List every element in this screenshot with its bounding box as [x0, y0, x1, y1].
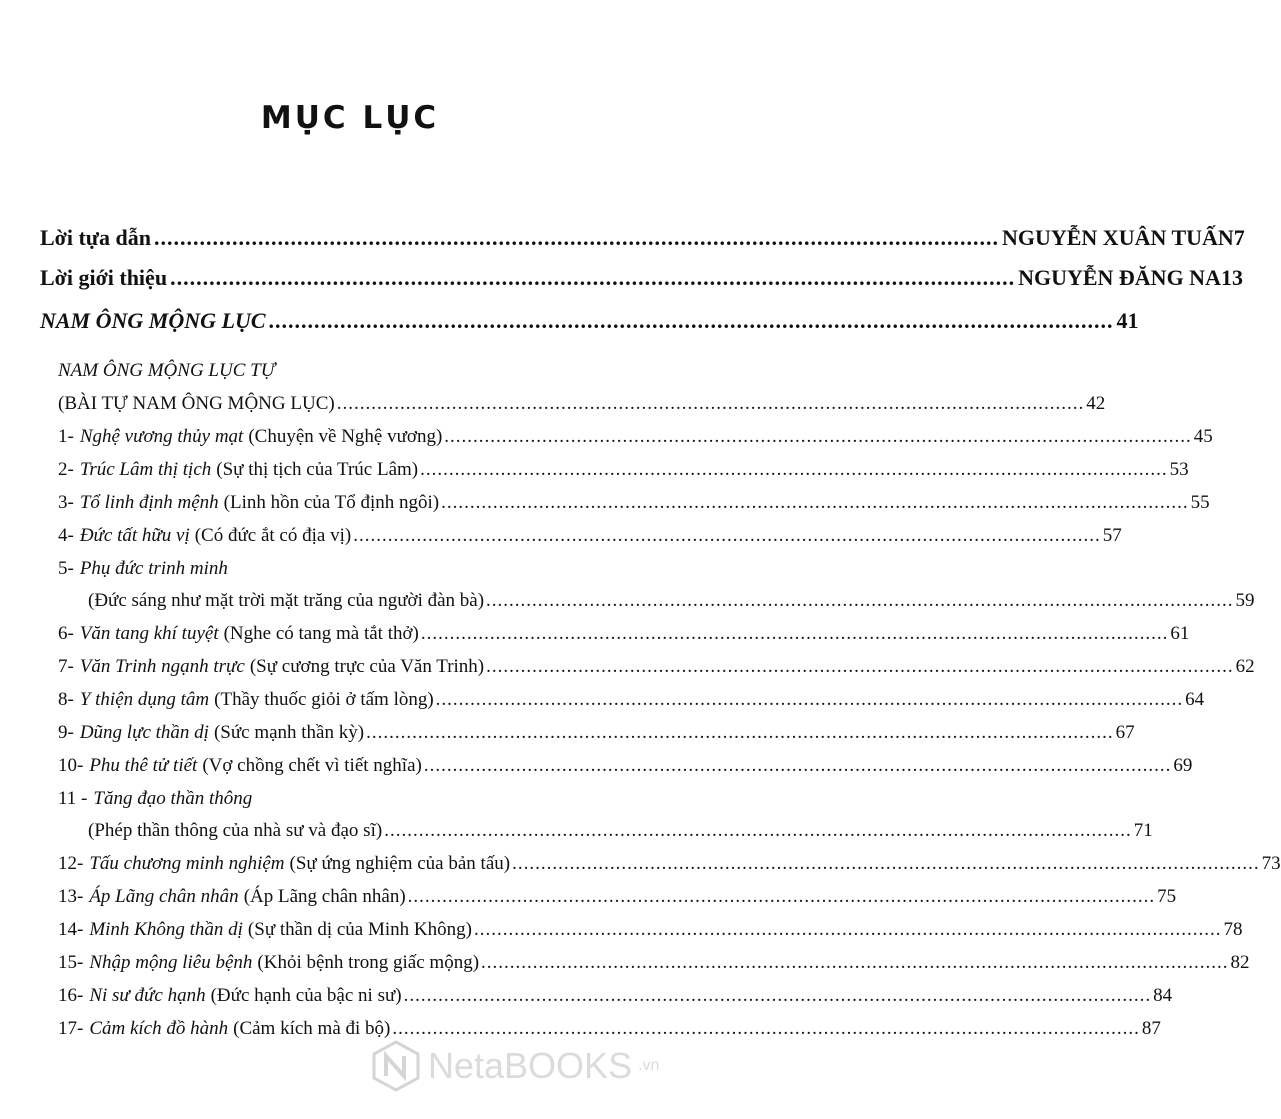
- entry-translation: (Sức mạnh thần kỳ): [213, 722, 365, 743]
- entry-page: 42: [1086, 393, 1106, 414]
- dot-leader: ..................................................................................................................................: [423, 755, 1172, 776]
- entry-translation: (Khỏi bệnh trong giấc mộng): [257, 952, 480, 973]
- entry-number: 9-: [58, 722, 74, 743]
- entry-number: 15-: [58, 952, 84, 973]
- entry-page: 64: [1185, 689, 1205, 710]
- entry-translation: (Nghe có tang mà tắt thở): [223, 623, 419, 644]
- dot-leader: ..................................................................................................................................: [486, 656, 1234, 677]
- entry-page: 13: [1220, 265, 1243, 290]
- toc-entry[interactable]: [58, 755, 1193, 783]
- entry-translation: (Sự cương trực của Văn Trinh): [249, 656, 485, 677]
- dot-leader: ..................................................................................................................................: [420, 459, 1168, 480]
- entry-page: 7: [1233, 225, 1245, 250]
- entry-title: Tổ linh định mệnh: [79, 492, 219, 513]
- entry-translation: (Cảm kích mà đi bộ): [233, 1018, 391, 1039]
- entry-title: Minh Không thần dị: [89, 919, 243, 940]
- entry-number: 4-: [58, 525, 74, 546]
- entry-page: 82: [1230, 952, 1250, 973]
- dot-leader: ..................................................................................................................................: [407, 886, 1156, 907]
- entry-translation: (Thầy thuốc giỏi ở tấm lòng): [214, 689, 434, 710]
- entry-page: 53: [1169, 459, 1189, 480]
- toc-preface-title: [58, 360, 654, 388]
- entry-title: Ni sư đức hạnh: [89, 985, 206, 1006]
- entry-page: 62: [1235, 656, 1255, 677]
- entry-number: 11 -: [58, 788, 88, 809]
- toc-entry[interactable]: [58, 722, 1135, 750]
- entry-page: 87: [1141, 1018, 1161, 1039]
- toc-entry-main-section[interactable]: [40, 308, 1139, 338]
- entry-translation: (Áp Lãng chân nhân): [243, 886, 406, 907]
- watermark: [370, 1040, 659, 1092]
- toc-entry[interactable]: [58, 426, 1213, 454]
- toc-entry[interactable]: [58, 689, 1205, 717]
- toc-entry-foreword[interactable]: [40, 225, 1245, 255]
- preface-title: NAM ÔNG MỘNG LỤC TỰ: [58, 360, 276, 381]
- toc-entry[interactable]: [58, 525, 1122, 553]
- dot-leader: ..................................................................................................................................: [384, 820, 1132, 841]
- toc-entry[interactable]: [58, 656, 1255, 684]
- entry-title: Y thiện dụng tâm: [79, 689, 210, 710]
- entry-title: Phụ đức trinh minh: [79, 558, 228, 579]
- entry-number: 5-: [58, 558, 74, 579]
- toc-entry[interactable]: [58, 952, 1250, 980]
- netabooks-logo-icon: [370, 1040, 422, 1092]
- entry-title: Tăng đạo thần thông: [93, 788, 253, 809]
- entry-page: 67: [1115, 722, 1135, 743]
- entry-title: Tấu chương minh nghiệm: [89, 853, 285, 874]
- dot-leader: ..................................................................................................................................: [366, 722, 1114, 743]
- entry-number: 2-: [58, 459, 74, 480]
- entry-translation: (Sự ứng nghiệm của bản tấu): [289, 853, 511, 874]
- entry-label: NAM ÔNG MỘNG LỤC: [40, 308, 266, 333]
- toc-entry[interactable]: [58, 919, 1243, 947]
- entry-page: 55: [1190, 492, 1210, 513]
- page-title: MỤC LỤC: [260, 100, 440, 136]
- entry-translation: (Đức hạnh của bậc ni sư): [210, 985, 402, 1006]
- entry-page: 73: [1261, 853, 1281, 874]
- entry-page: 45: [1193, 426, 1213, 447]
- toc-entry[interactable]: [58, 886, 1177, 914]
- entry-author: NGUYỄN ĐĂNG NA: [1018, 265, 1221, 290]
- entry-number: 14-: [58, 919, 84, 940]
- entry-translation: (Chuyện về Nghệ vương): [248, 426, 443, 447]
- entry-title: Dũng lực thần dị: [79, 722, 209, 743]
- watermark-brand: NetaBOOKS: [428, 1045, 633, 1086]
- entry-translation: (Sự thần dị của Minh Không): [247, 919, 472, 940]
- entry-number: 3-: [58, 492, 74, 513]
- toc-entry-line1[interactable]: [58, 558, 654, 586]
- toc-entry-introduction[interactable]: [40, 265, 1243, 295]
- dot-leader: ..................................................................................................................................: [353, 525, 1101, 546]
- entry-number: 6-: [58, 623, 74, 644]
- entry-page: 41: [1116, 308, 1139, 333]
- dot-leader: ..................................................................................................................................: [336, 393, 1085, 414]
- entry-label: Lời giới thiệu: [40, 265, 168, 290]
- entry-page: 59: [1235, 590, 1255, 611]
- dot-leader: ..................................................................................................................................: [420, 623, 1169, 644]
- entry-title: Văn tang khí tuyệt: [79, 623, 219, 644]
- entry-title: Trúc Lâm thị tịch: [79, 459, 212, 480]
- entry-title: Nhập mộng liêu bệnh: [89, 952, 253, 973]
- dot-leader: ..................................................................................................................................: [170, 265, 1016, 290]
- entry-page: 75: [1157, 886, 1177, 907]
- dot-leader: ..................................................................................................................................: [444, 426, 1192, 447]
- entry-translation: (Phép thần thông của nhà sư và đạo sĩ): [88, 820, 383, 841]
- entry-page: 78: [1223, 919, 1243, 940]
- dot-leader: ..................................................................................................................................: [481, 952, 1229, 973]
- entry-number: 1-: [58, 426, 74, 447]
- preface-subtitle: (BÀI TỰ NAM ÔNG MỘNG LỤC): [58, 393, 335, 414]
- toc-entry-preface[interactable]: [58, 393, 1106, 421]
- entry-translation: (Vợ chồng chết vì tiết nghĩa): [202, 755, 422, 776]
- entry-page: 69: [1173, 755, 1193, 776]
- toc-entry[interactable]: [58, 853, 1281, 881]
- toc-entry[interactable]: [58, 459, 1189, 487]
- entry-title: Nghệ vương thủy mạt: [79, 426, 244, 447]
- entry-number: 8-: [58, 689, 74, 710]
- entry-page: 71: [1133, 820, 1153, 841]
- entry-author: NGUYỄN XUÂN TUẤN: [1001, 225, 1234, 250]
- entry-page: 84: [1153, 985, 1173, 1006]
- entry-title: Cảm kích đồ hành: [89, 1018, 229, 1039]
- entry-number: 7-: [58, 656, 74, 677]
- dot-leader: ..................................................................................................................................: [486, 590, 1234, 611]
- dot-leader: ..................................................................................................................................: [473, 919, 1222, 940]
- dot-leader: ..................................................................................................................................: [512, 853, 1260, 874]
- dot-leader: ..................................................................................................................................: [153, 225, 999, 250]
- toc-entry[interactable]: [58, 985, 1173, 1013]
- toc-entry-line2[interactable]: [88, 820, 1153, 848]
- entry-translation: (Linh hồn của Tổ định ngôi): [223, 492, 440, 513]
- toc-entry[interactable]: [58, 492, 1210, 520]
- toc-entry-line2[interactable]: [88, 590, 1255, 618]
- entry-number: 12-: [58, 853, 84, 874]
- entry-title: Văn Trinh ngạnh trực: [79, 656, 245, 677]
- dot-leader: ..................................................................................................................................: [441, 492, 1189, 513]
- dot-leader: ..................................................................................................................................: [403, 985, 1152, 1006]
- entry-translation: (Sự thị tịch của Trúc Lâm): [216, 459, 419, 480]
- toc-entry[interactable]: [58, 623, 1190, 651]
- entry-number: 17-: [58, 1018, 84, 1039]
- entry-page: 57: [1102, 525, 1122, 546]
- toc-entry-line1[interactable]: [58, 788, 654, 816]
- dot-leader: ..................................................................................................................................: [392, 1018, 1140, 1039]
- watermark-suffix: .vn: [638, 1057, 660, 1074]
- entry-label: Lời tựa dẫn: [40, 225, 151, 250]
- entry-translation: (Có đức ắt có địa vị): [194, 525, 352, 546]
- entry-title: Phu thê tử tiết: [89, 755, 198, 776]
- dot-leader: ..................................................................................................................................: [268, 308, 1114, 333]
- entry-number: 13-: [58, 886, 84, 907]
- entry-title: Áp Lãng chân nhân: [89, 886, 239, 907]
- entry-title: Đức tất hữu vị: [79, 525, 190, 546]
- entry-number: 10-: [58, 755, 84, 776]
- entry-number: 16-: [58, 985, 84, 1006]
- dot-leader: ..................................................................................................................................: [435, 689, 1184, 710]
- entry-page: 61: [1170, 623, 1190, 644]
- entry-translation: (Đức sáng như mặt trời mặt trăng của người đàn bà): [88, 590, 485, 611]
